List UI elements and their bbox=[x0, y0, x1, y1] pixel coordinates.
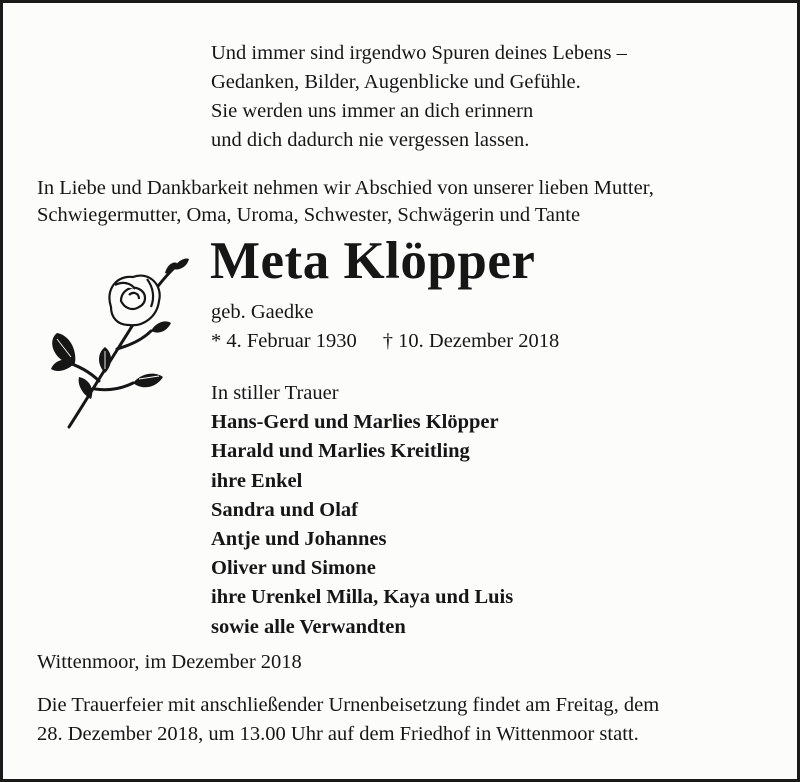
mourner-line: ihre Urenkel Milla, Kaya und Luis bbox=[211, 586, 514, 609]
rose-illustration bbox=[47, 249, 207, 431]
funeral-info bbox=[37, 691, 659, 749]
deceased-name: Meta Klöpper bbox=[210, 232, 536, 290]
intro-text bbox=[37, 175, 654, 229]
funeral-line: Die Trauerfeier mit anschließender Urnenbeisetzung findet am Freitag, dem bbox=[37, 694, 660, 716]
intro-line: In Liebe und Dankbarkeit nehmen wir Abschied von unserer lieben Mutter, bbox=[37, 177, 654, 199]
poem bbox=[211, 39, 627, 155]
poem-line: und dich dadurch nie vergessen lassen. bbox=[211, 129, 530, 151]
birth-date: * 4. Februar 1930 bbox=[211, 330, 357, 352]
life-dates bbox=[211, 329, 559, 353]
mourner-line: Antje und Johannes bbox=[211, 527, 387, 550]
birth-name: geb. Gaedke bbox=[211, 301, 314, 323]
poem-line: Und immer sind irgendwo Spuren deines Lebens – bbox=[211, 42, 627, 64]
mourner-line: Oliver und Simone bbox=[211, 557, 376, 580]
funeral-line: 28. Dezember 2018, um 13.00 Uhr auf dem Friedhof in Wittenmoor statt. bbox=[37, 723, 639, 745]
mourner-line: Harald und Marlies Kreitling bbox=[211, 440, 470, 463]
intro-line: Schwiegermutter, Oma, Uroma, Schwester, Schwägerin und Tante bbox=[37, 204, 581, 226]
poem-line: Sie werden uns immer an dich erinnern bbox=[211, 100, 534, 122]
place-date: Wittenmoor, im Dezember 2018 bbox=[37, 651, 302, 673]
death-date: † 10. Dezember 2018 bbox=[382, 330, 560, 352]
mourner-line: Sandra und Olaf bbox=[211, 498, 358, 521]
mourners-block bbox=[211, 379, 513, 642]
mourners-heading: In stiller Trauer bbox=[211, 382, 339, 404]
mourner-line: Hans-Gerd und Marlies Klöpper bbox=[211, 411, 499, 434]
mourner-line: sowie alle Verwandten bbox=[211, 615, 406, 638]
mourner-line: ihre Enkel bbox=[211, 469, 303, 492]
poem-line: Gedanken, Bilder, Augenblicke und Gefühle. bbox=[211, 71, 581, 93]
